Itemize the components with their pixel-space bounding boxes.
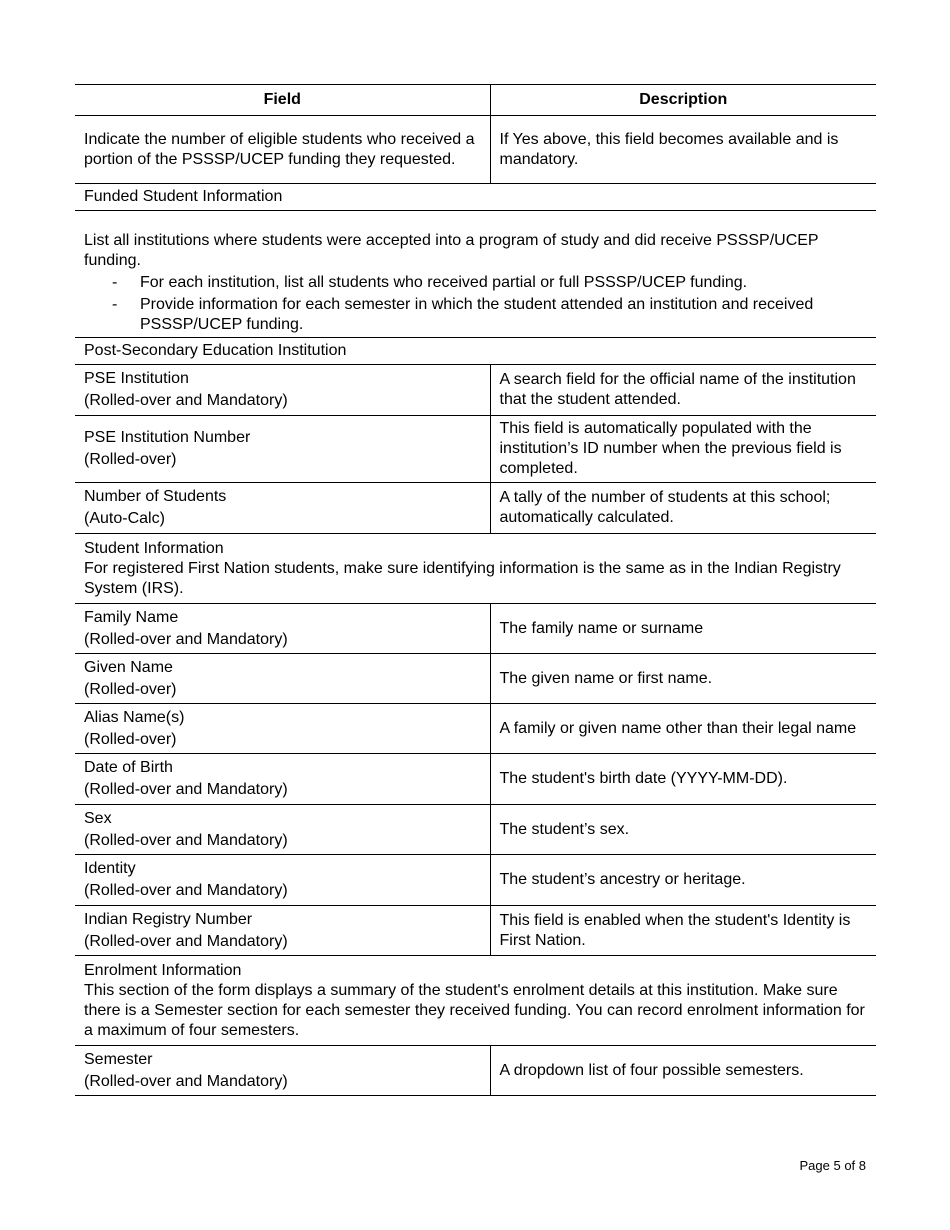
bullet-text: Provide information for each semester in which the student attended an institution and received PSSSP/UCEP funding.: [140, 296, 814, 333]
field-name: Alias Name(s): [84, 708, 185, 726]
description-cell: The family name or surname: [490, 604, 876, 654]
field-qualifier: (Rolled-over and Mandatory): [84, 932, 288, 950]
field-cell: [75, 754, 490, 805]
description-cell: The student’s sex.: [490, 805, 876, 855]
table-row: [75, 416, 876, 483]
table-row: [75, 754, 876, 805]
field-name: Date of Birth: [84, 759, 173, 776]
field-cell: [75, 906, 490, 956]
field-name: Semester: [84, 1050, 153, 1068]
field-qualifier: (Rolled-over and Mandatory): [84, 392, 288, 409]
description-cell: This field is enabled when the student's Identity is First Nation.: [490, 906, 876, 956]
field-column-header: Field: [75, 85, 490, 116]
description-cell: A search field for the official name of the institution that the student attended.: [490, 365, 876, 416]
field-qualifier: (Rolled-over): [84, 451, 177, 468]
table-row: [75, 365, 876, 416]
table-row: [75, 704, 876, 754]
funded-intro-row: [75, 211, 876, 338]
field-name: Sex: [84, 809, 112, 827]
description-cell: A tally of the number of students at this school; automatically calculated.: [490, 483, 876, 534]
bullet-item: [84, 273, 867, 293]
description-cell: A family or given name other than their legal name: [490, 704, 876, 754]
bullet-dash: -: [112, 274, 118, 291]
table-header-row: [75, 85, 876, 116]
student-section-title: Student Information: [84, 539, 224, 557]
field-qualifier: (Rolled-over and Mandatory): [84, 882, 288, 899]
field-name: Indian Registry Number: [84, 910, 253, 928]
bullet-item: [84, 295, 867, 335]
field-cell: [75, 365, 490, 416]
section-title-row: [75, 956, 876, 1046]
description-cell: A dropdown list of four possible semesters.: [490, 1046, 876, 1096]
bullet-text: For each institution, list all students who received partial or full PSSSP/UCEP funding.: [140, 274, 748, 291]
field-qualifier: (Rolled-over): [84, 680, 177, 698]
field-name: Family Name: [84, 608, 179, 626]
table-row: [75, 805, 876, 855]
document-content: [75, 84, 876, 1096]
table-row: [75, 1046, 876, 1096]
description-cell: The student's birth date (YYYY-MM-DD).: [490, 754, 876, 805]
description-column-header: Description: [490, 85, 876, 116]
pse-section-title: Post-Secondary Education Institution: [75, 338, 876, 365]
bullet-dash: -: [112, 296, 118, 313]
field-qualifier: (Rolled-over and Mandatory): [84, 831, 288, 849]
table-row: [75, 604, 876, 654]
section-title-row: [75, 534, 876, 604]
table-row: [75, 855, 876, 906]
field-qualifier: (Auto-Calc): [84, 510, 165, 527]
table-row: [75, 906, 876, 956]
field-cell: [75, 483, 490, 534]
description-cell: The student’s ancestry or heritage.: [490, 855, 876, 906]
field-cell: [75, 704, 490, 754]
section-title-row: [75, 338, 876, 365]
field-cell: [75, 654, 490, 704]
field-cell: [75, 1046, 490, 1096]
field-description-table: [75, 84, 876, 1096]
table-row: [75, 483, 876, 534]
field-cell: Indicate the number of eligible students who received a portion of the PSSSP/UCEP funding they requested.: [75, 116, 490, 184]
field-name: Number of Students: [84, 488, 227, 505]
description-cell: The given name or first name.: [490, 654, 876, 704]
funded-section-title: Funded Student Information: [75, 184, 876, 211]
table-row: [75, 654, 876, 704]
field-cell: [75, 416, 490, 483]
field-cell: [75, 805, 490, 855]
section-title-row: [75, 184, 876, 211]
enrolment-section-title: Enrolment Information: [84, 961, 242, 979]
field-qualifier: (Rolled-over): [84, 730, 177, 748]
page-number: Page 5 of 8: [799, 1158, 866, 1173]
funded-intro-text: List all institutions where students were accepted into a program of study and did receive PSSSP/UCEP funding.: [84, 232, 819, 269]
field-qualifier: (Rolled-over and Mandatory): [84, 630, 288, 648]
student-intro-text: For registered First Nation students, make sure identifying information is the same as in the Indian Registry System (IRS).: [84, 559, 841, 597]
field-name: Given Name: [84, 658, 173, 676]
description-cell: This field is automatically populated with the institution’s ID number when the previous field is completed.: [490, 416, 876, 483]
table-row: [75, 116, 876, 184]
field-name: PSE Institution Number: [84, 429, 251, 446]
enrolment-intro-text: This section of the form displays a summary of the student's enrolment details at this institution. Make sure there is a Semester section for each semester they received funding. You can record enrolment information for a maximum of four semesters.: [84, 981, 865, 1039]
field-cell: [75, 604, 490, 654]
field-qualifier: (Rolled-over and Mandatory): [84, 1072, 288, 1090]
field-qualifier: (Rolled-over and Mandatory): [84, 781, 288, 798]
field-name: PSE Institution: [84, 370, 189, 387]
field-name: Identity: [84, 860, 136, 877]
description-cell: If Yes above, this field becomes available and is mandatory.: [490, 116, 876, 184]
field-cell: [75, 855, 490, 906]
